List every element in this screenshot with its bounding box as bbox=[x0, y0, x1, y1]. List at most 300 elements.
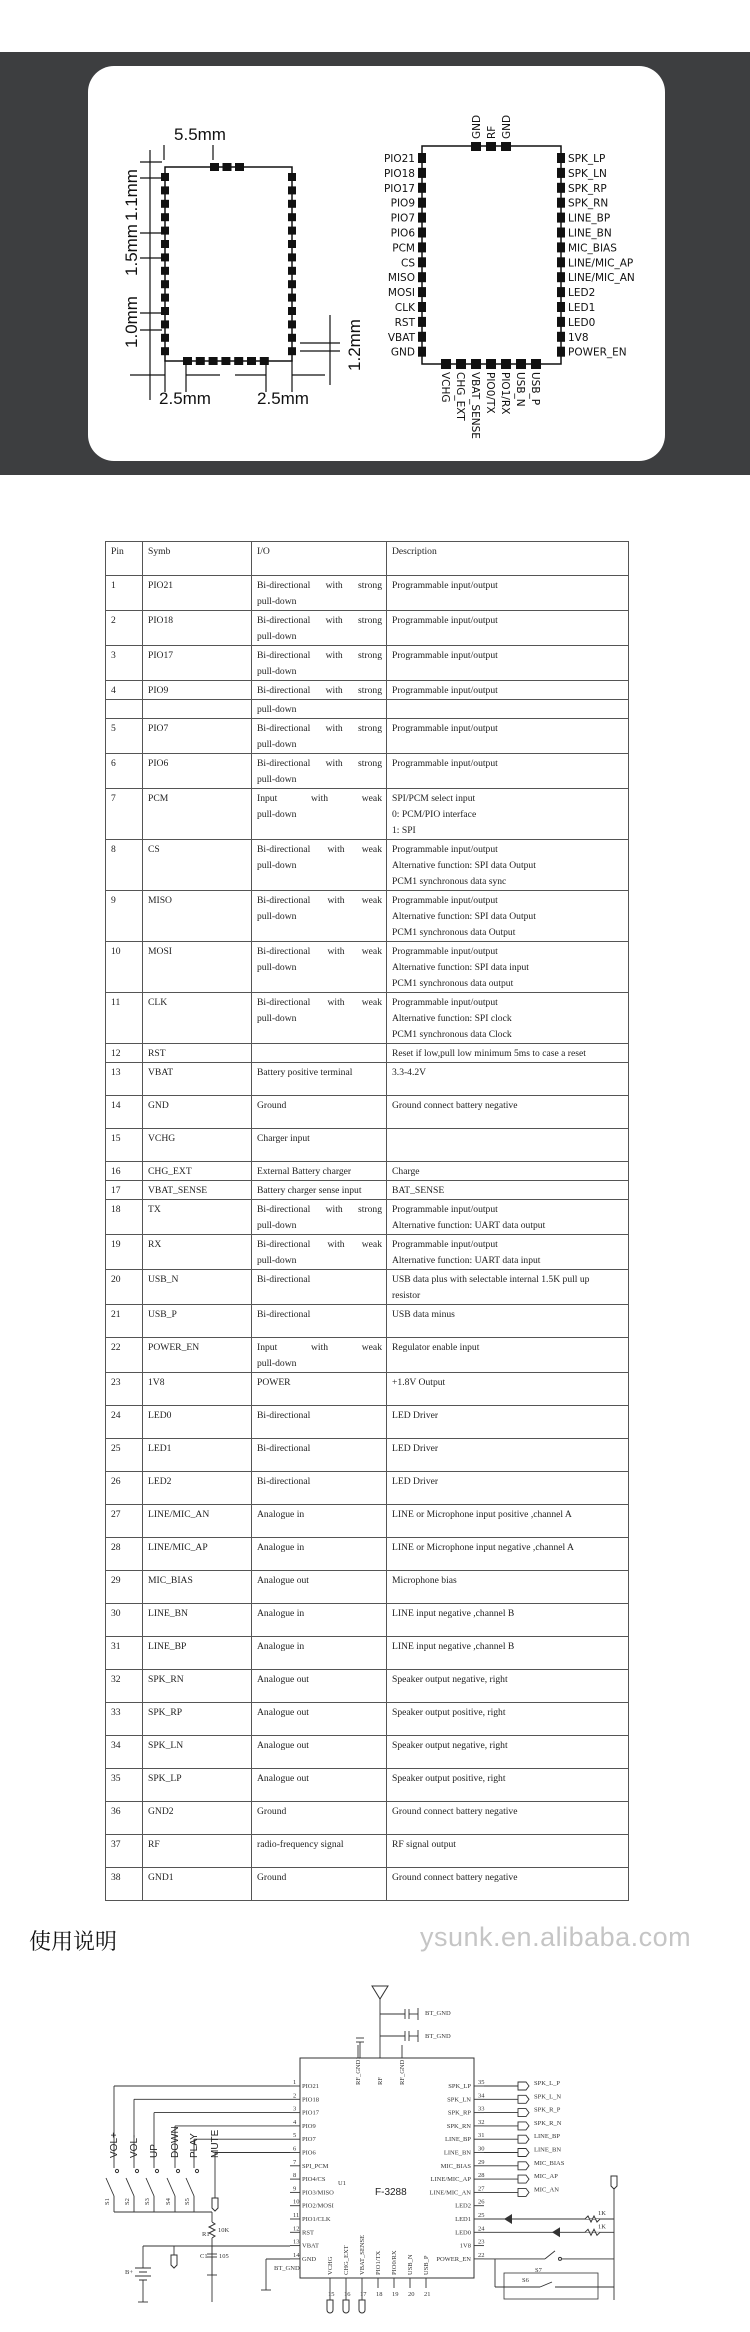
description-cell bbox=[387, 1406, 629, 1439]
cell-line: pull-down bbox=[257, 1255, 297, 1266]
pad bbox=[486, 359, 496, 369]
pin-number: 13 bbox=[293, 2238, 300, 2246]
cell-line: resistor bbox=[392, 1290, 421, 1301]
pad bbox=[161, 186, 169, 194]
cell-line: Analogue out bbox=[257, 1773, 309, 1784]
pad bbox=[288, 294, 296, 302]
net-connector-icon bbox=[518, 2095, 529, 2103]
column-header: Pin bbox=[106, 542, 143, 576]
cell-line: Speaker output negative, right bbox=[392, 1674, 508, 1685]
pad bbox=[557, 317, 565, 327]
pin-label: VBAT bbox=[387, 331, 415, 344]
pin-number: 6 bbox=[293, 2145, 297, 2153]
table-row bbox=[106, 942, 629, 993]
description-cell bbox=[387, 700, 629, 719]
cell-line: Alternative function: SPI clock bbox=[392, 1013, 512, 1024]
pad bbox=[456, 359, 466, 369]
pad bbox=[557, 228, 565, 238]
table-row bbox=[106, 789, 629, 840]
pin-cell: 13 bbox=[106, 1063, 143, 1096]
table-row bbox=[106, 1670, 629, 1703]
table-row bbox=[106, 719, 629, 754]
io-cell bbox=[252, 1162, 387, 1181]
pin-number: 30 bbox=[478, 2145, 485, 2153]
pin-label: VCHG bbox=[327, 2256, 334, 2275]
symbol-cell bbox=[143, 700, 252, 719]
description-cell bbox=[387, 611, 629, 646]
pin-label: PIO18 bbox=[302, 2096, 319, 2104]
table-row bbox=[106, 1181, 629, 1200]
pin-label: VBAT_SENSE bbox=[469, 372, 481, 439]
pin-label: PIO1/TX bbox=[375, 2250, 382, 2275]
pad bbox=[557, 213, 565, 223]
switch-box bbox=[504, 2273, 598, 2299]
capacitor-value: 105 bbox=[219, 2253, 229, 2260]
description-cell bbox=[387, 1802, 629, 1835]
pad bbox=[418, 317, 426, 327]
symbol-cell: LED1 bbox=[143, 1439, 252, 1472]
pad bbox=[471, 359, 481, 369]
pin-label: PIO21 bbox=[383, 153, 415, 165]
resistor-value: 10K bbox=[218, 2227, 230, 2234]
pad bbox=[557, 153, 565, 163]
pin-label: CHG_EXT bbox=[454, 372, 466, 421]
pin-label: PIO1/CLK bbox=[302, 2216, 331, 2223]
pin-number: 1 bbox=[293, 2079, 297, 2086]
pad bbox=[557, 332, 565, 342]
net-label: LINE_BP bbox=[534, 2133, 560, 2141]
symbol-cell: LED2 bbox=[143, 1472, 252, 1505]
cell-line: Reset if low,pull low minimum 5ms to case a reset bbox=[392, 1048, 586, 1059]
table-row bbox=[106, 1604, 629, 1637]
pin-label: PIO1/RX bbox=[499, 372, 511, 415]
table-row bbox=[106, 1472, 629, 1505]
pin-label: LINE_BN bbox=[443, 2149, 471, 2157]
switch-icon bbox=[540, 2282, 552, 2287]
switch-ref: S4 bbox=[165, 2198, 172, 2205]
cell-line: Bi-directional with weak bbox=[257, 844, 382, 855]
pin-label: VCHG bbox=[439, 372, 451, 403]
pad bbox=[288, 253, 296, 261]
button-label: UP bbox=[149, 2144, 160, 2158]
pin-label: SPI_PCM bbox=[302, 2162, 329, 2170]
pad bbox=[557, 242, 565, 252]
pin-label: MIC_BIAS bbox=[568, 242, 617, 255]
pin-cell: 18 bbox=[106, 1200, 143, 1235]
cell-line: Bi-directional bbox=[257, 1476, 311, 1487]
net-connector-icon bbox=[359, 2300, 365, 2313]
description-cell bbox=[387, 1472, 629, 1505]
pad bbox=[161, 307, 169, 315]
pad bbox=[557, 287, 565, 297]
pad bbox=[557, 257, 565, 267]
pin-label: CS bbox=[401, 257, 415, 270]
table-row bbox=[106, 891, 629, 942]
pin-label: MISO bbox=[387, 272, 415, 285]
net-label: SPK_L_P bbox=[534, 2080, 561, 2087]
description-cell bbox=[387, 840, 629, 891]
pin-cell: 29 bbox=[106, 1571, 143, 1604]
pin-cell: 30 bbox=[106, 1604, 143, 1637]
io-cell bbox=[252, 1670, 387, 1703]
description-cell bbox=[387, 942, 629, 993]
pin-label: PIO9 bbox=[390, 197, 415, 210]
cell-line: Speaker output positive, right bbox=[392, 1773, 506, 1784]
io-cell bbox=[252, 1736, 387, 1769]
cell-line: pull-down bbox=[257, 860, 297, 871]
pin-number: 7 bbox=[293, 2158, 297, 2166]
table-row bbox=[106, 1637, 629, 1670]
application-schematic bbox=[0, 1960, 750, 2332]
pin-label: GND bbox=[501, 114, 513, 139]
cell-line: Programmable input/output bbox=[392, 685, 498, 696]
cell-line: pull-down bbox=[257, 739, 297, 750]
net-label: MIC_BIAS bbox=[534, 2159, 565, 2167]
net-connector-icon bbox=[518, 2149, 529, 2157]
pad bbox=[557, 302, 565, 312]
table-row bbox=[106, 1305, 629, 1338]
pad bbox=[288, 280, 296, 288]
cell-line: radio-frequency signal bbox=[257, 1839, 344, 1850]
pin-label: PIO21 bbox=[302, 2083, 319, 2090]
cell-line: 1: SPI bbox=[392, 825, 416, 836]
cell-line: Analogue in bbox=[257, 1542, 305, 1553]
cell-line: Analogue out bbox=[257, 1575, 309, 1586]
cell-line: Analogue in bbox=[257, 1608, 305, 1619]
io-cell bbox=[252, 1305, 387, 1338]
cell-line: pull-down bbox=[257, 962, 297, 973]
cell-line: Input with weak bbox=[257, 1342, 382, 1353]
pin-label: PIO9 bbox=[302, 2122, 316, 2130]
description-cell bbox=[387, 1063, 629, 1096]
pin-number: 4 bbox=[293, 2118, 297, 2126]
io-cell bbox=[252, 1769, 387, 1802]
pin-number: 11 bbox=[293, 2212, 300, 2219]
pin-label: MOSI bbox=[387, 287, 415, 300]
pin-number: 8 bbox=[293, 2172, 297, 2180]
io-cell bbox=[252, 1439, 387, 1472]
switch-icon bbox=[126, 2178, 134, 2196]
pin-cell: 27 bbox=[106, 1505, 143, 1538]
io-cell bbox=[252, 719, 387, 754]
cell-line: BAT_SENSE bbox=[392, 1185, 445, 1196]
pin-number: 23 bbox=[478, 2238, 485, 2246]
io-cell bbox=[252, 789, 387, 840]
net-connector-icon bbox=[518, 2135, 529, 2143]
pin-number: 33 bbox=[478, 2105, 485, 2113]
description-cell bbox=[387, 891, 629, 942]
pin-label: CHG_EXT bbox=[343, 2245, 350, 2275]
pin-label: 1V8 bbox=[459, 2242, 471, 2250]
pin-number: 34 bbox=[478, 2092, 485, 2100]
cell-line: Ground connect battery negative bbox=[392, 1872, 518, 1883]
io-cell bbox=[252, 1604, 387, 1637]
cell-line: Bi-directional with weak bbox=[257, 946, 382, 957]
cell-line: LED Driver bbox=[392, 1443, 439, 1454]
pin-label: LINE/MIC_AP bbox=[568, 257, 634, 270]
pin-label: USB_N bbox=[514, 372, 526, 407]
dimension-diagram-panel bbox=[0, 52, 750, 475]
io-cell bbox=[252, 1096, 387, 1129]
cell-line: Analogue out bbox=[257, 1707, 309, 1718]
symbol-cell: MOSI bbox=[143, 942, 252, 993]
cell-line: Microphone bias bbox=[392, 1575, 457, 1586]
cell-line: Alternative function: UART data output bbox=[392, 1220, 546, 1231]
cell-line: Alternative function: UART data input bbox=[392, 1255, 541, 1266]
symbol-cell: LED0 bbox=[143, 1406, 252, 1439]
cell-line: Bi-directional with weak bbox=[257, 1239, 382, 1250]
pin-label: PIO0/TX bbox=[484, 372, 496, 414]
description-cell bbox=[387, 1235, 629, 1270]
symbol-cell: RF bbox=[143, 1835, 252, 1868]
switch-icon bbox=[146, 2178, 154, 2196]
pin-number: 21 bbox=[424, 2291, 431, 2298]
pin-number: 25 bbox=[478, 2212, 485, 2219]
symbol-cell: CHG_EXT bbox=[143, 1162, 252, 1181]
cell-line: Programmable input/output bbox=[392, 1239, 498, 1250]
pad bbox=[161, 280, 169, 288]
symbol-cell: PIO18 bbox=[143, 611, 252, 646]
pin-cell: 25 bbox=[106, 1439, 143, 1472]
cell-line: pull-down bbox=[257, 666, 297, 677]
pin-label: POWER_EN bbox=[568, 346, 627, 359]
pin-cell: 4 bbox=[106, 681, 143, 700]
cell-line: Regulator enable input bbox=[392, 1342, 480, 1353]
pad bbox=[557, 198, 565, 208]
pin-cell bbox=[106, 700, 143, 719]
pad bbox=[418, 153, 426, 163]
pin-cell: 5 bbox=[106, 719, 143, 754]
symbol-cell: PIO9 bbox=[143, 681, 252, 700]
pin-label: MIC_BIAS bbox=[440, 2162, 471, 2170]
description-cell bbox=[387, 1835, 629, 1868]
pad bbox=[161, 200, 169, 208]
description-cell bbox=[387, 681, 629, 700]
description-cell bbox=[387, 1162, 629, 1181]
pin-label: USB_P bbox=[529, 372, 541, 406]
table-row bbox=[106, 840, 629, 891]
table-row bbox=[106, 576, 629, 611]
pin-cell: 32 bbox=[106, 1670, 143, 1703]
cell-line: Ground connect battery negative bbox=[392, 1100, 518, 1111]
pin-label: LED0 bbox=[568, 316, 596, 329]
io-cell bbox=[252, 1637, 387, 1670]
usage-heading: 使用说明 bbox=[29, 1930, 118, 1955]
pad bbox=[288, 347, 296, 355]
table-row bbox=[106, 1802, 629, 1835]
symbol-cell: PCM bbox=[143, 789, 252, 840]
cell-line: Bi-directional with strong bbox=[257, 615, 382, 626]
io-cell bbox=[252, 646, 387, 681]
description-cell bbox=[387, 1736, 629, 1769]
switch-contact-icon bbox=[155, 2169, 158, 2172]
pin-label: PIO0/RX bbox=[391, 2250, 398, 2275]
cell-line: POWER bbox=[257, 1377, 291, 1388]
cell-line: Programmable input/output bbox=[392, 946, 498, 957]
io-cell bbox=[252, 1802, 387, 1835]
cell-line: Analogue out bbox=[257, 1740, 309, 1751]
table-row bbox=[106, 1868, 629, 1901]
io-cell bbox=[252, 1044, 387, 1063]
pad bbox=[288, 227, 296, 235]
pad bbox=[161, 227, 169, 235]
description-cell bbox=[387, 789, 629, 840]
cell-line: Analogue out bbox=[257, 1674, 309, 1685]
pin-label: LED0 bbox=[455, 2229, 471, 2237]
pad bbox=[161, 173, 169, 181]
pad bbox=[418, 332, 426, 342]
net-connector-icon bbox=[518, 2188, 529, 2196]
description-cell bbox=[387, 1270, 629, 1305]
pin-number: 35 bbox=[478, 2079, 485, 2086]
pin-label: PIO6 bbox=[390, 227, 415, 240]
io-cell bbox=[252, 1235, 387, 1270]
pin-label: LINE/MIC_AP bbox=[430, 2176, 471, 2184]
pin-label: 1V8 bbox=[568, 331, 589, 344]
pad bbox=[471, 142, 481, 151]
pin-number: 29 bbox=[478, 2158, 485, 2166]
pin-label: CLK bbox=[394, 302, 415, 314]
description-cell bbox=[387, 1538, 629, 1571]
table-row bbox=[106, 1835, 629, 1868]
cell-line: Programmable input/output bbox=[392, 723, 498, 734]
pad bbox=[418, 213, 426, 223]
dimension-label: 1.0mm bbox=[122, 296, 141, 348]
description-cell bbox=[387, 1305, 629, 1338]
pin-label: VBAT_SENSE bbox=[359, 2234, 366, 2275]
cell-line: PCM1 synchronous data output bbox=[392, 978, 514, 989]
pad bbox=[288, 307, 296, 315]
pin-label: LINE/MIC_AN bbox=[429, 2189, 471, 2197]
cell-line: Ground bbox=[257, 1872, 287, 1883]
pad bbox=[247, 357, 256, 365]
description-cell bbox=[387, 1637, 629, 1670]
table-row bbox=[106, 1200, 629, 1235]
description-cell bbox=[387, 1200, 629, 1235]
pad bbox=[209, 357, 218, 365]
pin-cell: 3 bbox=[106, 646, 143, 681]
cell-line: Bi-directional with strong bbox=[257, 580, 382, 591]
pin-label: USB_N bbox=[407, 2254, 414, 2275]
pin-number: 19 bbox=[392, 2291, 399, 2298]
pad bbox=[418, 168, 426, 178]
cell-line: 3.3-4.2V bbox=[392, 1067, 427, 1078]
switch-icon bbox=[106, 2178, 114, 2196]
pin-number: 31 bbox=[478, 2132, 485, 2140]
cell-line: Ground bbox=[257, 1806, 287, 1817]
pad bbox=[418, 183, 426, 193]
cell-line: LINE input negative ,channel B bbox=[392, 1608, 515, 1619]
dimension-label: 1.2mm bbox=[345, 319, 364, 371]
cell-line: PCM1 synchronous data Clock bbox=[392, 1029, 512, 1040]
io-cell bbox=[252, 1129, 387, 1162]
table-row bbox=[106, 1044, 629, 1063]
dimension-label: 1.5mm bbox=[122, 224, 141, 276]
column-header: Symb bbox=[143, 542, 252, 576]
pin-label: SPK_RP bbox=[447, 2109, 471, 2117]
capacitor-ref: C1 bbox=[200, 2253, 208, 2260]
net-connector-icon bbox=[171, 2255, 177, 2268]
pin-number: 12 bbox=[293, 2225, 300, 2233]
cell-line: Alternative function: SPI data input bbox=[392, 962, 529, 973]
button-label: VOL+ bbox=[109, 2132, 120, 2158]
switch-icon bbox=[167, 2178, 175, 2196]
table-header-row bbox=[106, 542, 629, 576]
cell-line: Bi-directional bbox=[257, 1443, 311, 1454]
cell-line: Analogue in bbox=[257, 1509, 305, 1520]
net-connector-icon bbox=[518, 2175, 529, 2183]
pin-cell: 24 bbox=[106, 1406, 143, 1439]
pin-cell: 1 bbox=[106, 576, 143, 611]
table-row bbox=[106, 700, 629, 719]
table-row bbox=[106, 1063, 629, 1096]
description-cell bbox=[387, 1703, 629, 1736]
symbol-cell: CLK bbox=[143, 993, 252, 1044]
pin-number: 32 bbox=[478, 2118, 485, 2126]
button-label: PLAY bbox=[189, 2133, 200, 2158]
io-cell bbox=[252, 1373, 387, 1406]
switch-contact-icon bbox=[135, 2169, 138, 2172]
switch-contact-icon bbox=[195, 2169, 198, 2172]
pad bbox=[418, 257, 426, 267]
cell-line: pull-down bbox=[257, 1013, 297, 1024]
pin-number: 27 bbox=[478, 2185, 485, 2193]
pin-number: 2 bbox=[293, 2092, 297, 2100]
pad bbox=[288, 240, 296, 248]
pin-cell: 16 bbox=[106, 1162, 143, 1181]
symbol-cell: VBAT_SENSE bbox=[143, 1181, 252, 1200]
pad bbox=[418, 198, 426, 208]
symbol-cell: SPK_RP bbox=[143, 1703, 252, 1736]
cell-line: Ground bbox=[257, 1100, 287, 1111]
io-cell bbox=[252, 754, 387, 789]
cell-line: pull-down bbox=[257, 1358, 297, 1369]
symbol-cell: 1V8 bbox=[143, 1373, 252, 1406]
cell-line: Programmable input/output bbox=[392, 1204, 498, 1215]
column-header: I/O bbox=[252, 542, 387, 576]
cell-line: LINE input negative ,channel B bbox=[392, 1641, 515, 1652]
symbol-cell: VCHG bbox=[143, 1129, 252, 1162]
description-cell bbox=[387, 1604, 629, 1637]
resistor-ref: R1 bbox=[202, 2231, 210, 2238]
pin-label: PIO6 bbox=[302, 2149, 316, 2157]
pin-cell: 34 bbox=[106, 1736, 143, 1769]
cell-line: Programmable input/output bbox=[392, 580, 498, 591]
cell-line: Programmable input/output bbox=[392, 895, 498, 906]
cell-line: Speaker output negative, right bbox=[392, 1740, 508, 1751]
pin-label: LINE/MIC_AN bbox=[568, 272, 635, 285]
pin-cell: 28 bbox=[106, 1538, 143, 1571]
description-cell bbox=[387, 1670, 629, 1703]
table-row bbox=[106, 646, 629, 681]
pin-label: PIO7 bbox=[390, 212, 415, 225]
cell-line: Charge bbox=[392, 1166, 420, 1177]
pad bbox=[557, 168, 565, 178]
description-cell bbox=[387, 1129, 629, 1162]
cell-line: Input with weak bbox=[257, 793, 382, 804]
cell-line: LINE or Microphone input positive ,channel A bbox=[392, 1509, 572, 1520]
table-row bbox=[106, 1096, 629, 1129]
symbol-cell: RST bbox=[143, 1044, 252, 1063]
pin-cell: 15 bbox=[106, 1129, 143, 1162]
description-cell bbox=[387, 1571, 629, 1604]
pin-label: SPK_LN bbox=[447, 2096, 471, 2104]
pad bbox=[288, 186, 296, 194]
cell-line: Programmable input/output bbox=[392, 615, 498, 626]
net-connector-icon bbox=[212, 2198, 218, 2211]
cell-line: pull-down bbox=[257, 774, 297, 785]
chip-pinout-drawing bbox=[384, 115, 635, 439]
